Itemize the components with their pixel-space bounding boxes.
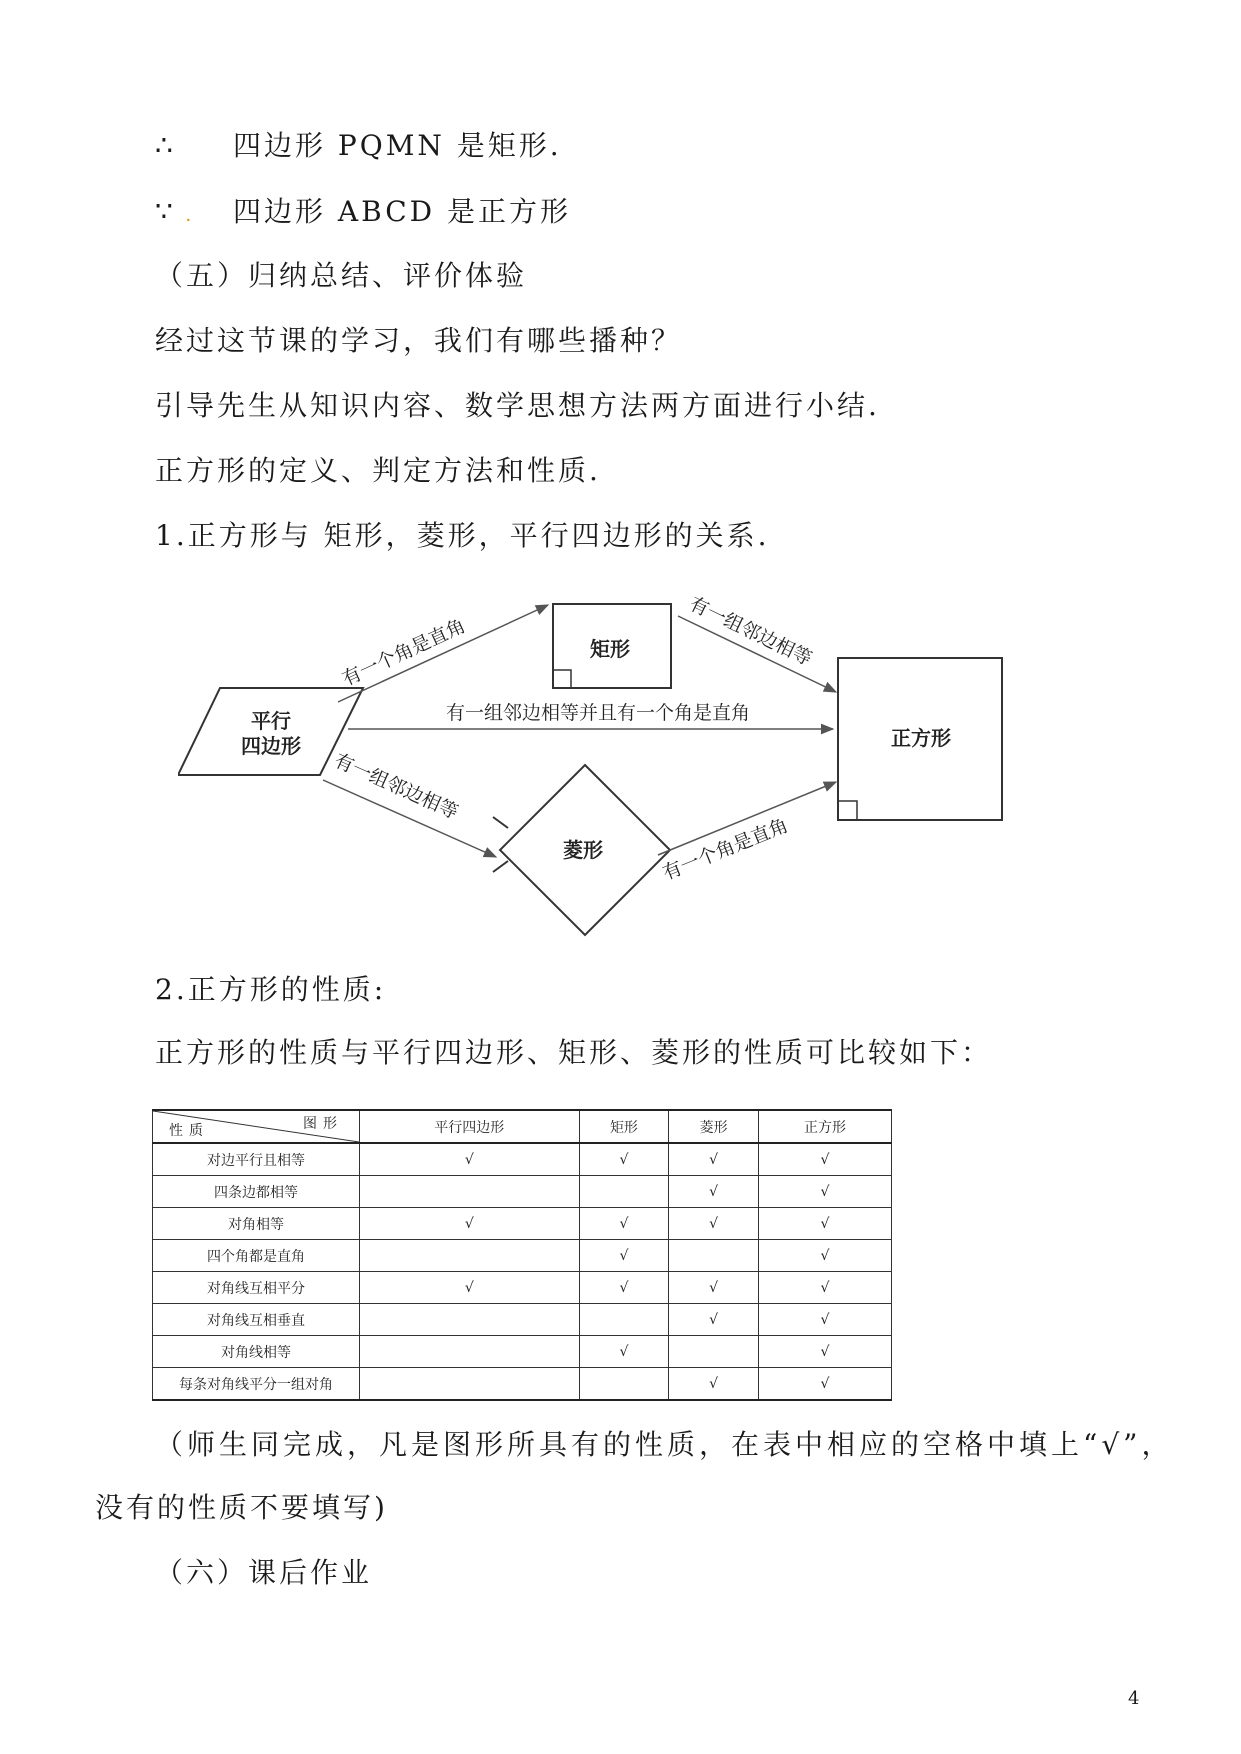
arrow-top-right-label: 有一组邻边相等 <box>685 592 816 671</box>
check-cell: √ <box>758 1368 891 1401</box>
arrow-middle-label: 有一组邻边相等并且有一个角是直角 <box>445 702 751 724</box>
property-label: 对角线互相垂直 <box>153 1304 360 1336</box>
check-cell <box>669 1240 759 1272</box>
therefore-symbol: ∴ <box>155 129 176 162</box>
check-cell <box>579 1368 669 1401</box>
instruction-line-2: 没有的性质不要填写) <box>95 1491 388 1524</box>
check-cell <box>360 1368 580 1401</box>
property-label: 每条对角线平分一组对角 <box>153 1368 360 1401</box>
table-row <box>153 1240 892 1272</box>
relationship-diagram <box>178 590 1058 940</box>
paragraph-question: 经过这节课的学习，我们有哪些播种？ <box>155 324 683 357</box>
because-line <box>155 194 571 232</box>
check-cell: √ <box>758 1176 891 1208</box>
rectangle-right-angle-mark <box>553 670 571 688</box>
conclusion-line <box>155 128 562 164</box>
paragraph-definition: 正方形的定义、判定方法和性质. <box>155 454 601 487</box>
section-6-heading: （六）课后作业 <box>155 1556 373 1589</box>
check-cell: √ <box>669 1368 759 1401</box>
conclusion-text: 四边形 PQMN 是矩形. <box>233 129 562 162</box>
rhombus-label: 菱形 <box>563 838 603 862</box>
corner-top-label: 图形 <box>303 1116 343 1132</box>
check-cell <box>579 1304 669 1336</box>
properties-table <box>152 1109 892 1401</box>
comparison-intro: 正方形的性质与平行四边形、矩形、菱形的性质可比较如下： <box>155 1036 993 1069</box>
table-row <box>153 1143 892 1176</box>
check-cell: √ <box>579 1143 669 1176</box>
arrow-parallelogram-to-rectangle <box>338 605 548 702</box>
square-label: 正方形 <box>891 726 951 750</box>
arrow-top-label: 有一个角是直角 <box>338 614 469 691</box>
column-header: 正方形 <box>758 1110 891 1143</box>
check-cell: √ <box>579 1336 669 1368</box>
item-1-heading: 1.正方形与 矩形，菱形，平行四边形的关系. <box>155 519 770 552</box>
table-body <box>153 1143 892 1400</box>
check-cell: √ <box>360 1143 580 1176</box>
check-cell <box>360 1336 580 1368</box>
table-row <box>153 1272 892 1304</box>
because-symbol: ∵ . <box>155 195 195 228</box>
column-header: 菱形 <box>669 1110 759 1143</box>
rhombus-tick-1 <box>493 817 508 828</box>
table-row <box>153 1368 892 1401</box>
section-5-heading: （五）归纳总结、评价体验 <box>155 259 528 292</box>
property-label: 对角相等 <box>153 1208 360 1240</box>
corner-bottom-label: 性质 <box>169 1123 209 1139</box>
check-cell: √ <box>579 1240 669 1272</box>
check-cell: √ <box>758 1304 891 1336</box>
check-cell: √ <box>360 1208 580 1240</box>
parallelogram-label-2: 四边形 <box>241 734 301 758</box>
check-cell: √ <box>669 1143 759 1176</box>
table-corner-cell <box>153 1110 360 1143</box>
table-row <box>153 1208 892 1240</box>
paragraph-guide: 引导先生从知识内容、数学思想方法两方面进行小结. <box>155 389 880 422</box>
check-cell <box>360 1240 580 1272</box>
because-text: 四边形 ABCD 是正方形 <box>233 195 571 228</box>
parallelogram-label-1: 平行 <box>251 709 291 733</box>
check-cell <box>669 1336 759 1368</box>
check-cell <box>360 1176 580 1208</box>
check-cell: √ <box>669 1176 759 1208</box>
column-header: 平行四边形 <box>360 1110 580 1143</box>
page-number: 4 <box>1128 1688 1140 1709</box>
check-cell: √ <box>669 1304 759 1336</box>
check-cell: √ <box>360 1272 580 1304</box>
arrow-bottom-left-label: 有一组邻边相等 <box>330 749 462 824</box>
check-cell: √ <box>758 1272 891 1304</box>
property-label: 对角线相等 <box>153 1336 360 1368</box>
check-cell: √ <box>758 1208 891 1240</box>
check-cell: √ <box>669 1272 759 1304</box>
property-label: 对角线互相平分 <box>153 1272 360 1304</box>
rhombus-tick-2 <box>493 861 508 872</box>
item-2-heading: 2.正方形的性质: <box>155 973 387 1006</box>
rectangle-label: 矩形 <box>590 637 630 661</box>
arrow-bottom-right-label: 有一个角是直角 <box>659 814 792 885</box>
check-cell: √ <box>758 1336 891 1368</box>
property-label: 四条边都相等 <box>153 1176 360 1208</box>
check-cell: √ <box>758 1143 891 1176</box>
table-row <box>153 1304 892 1336</box>
column-header: 矩形 <box>579 1110 669 1143</box>
check-cell <box>579 1176 669 1208</box>
instruction-line-1: （师生同完成，凡是图形所具有的性质，在表中相应的空格中填上“√”， <box>155 1428 1174 1461</box>
check-cell <box>360 1304 580 1336</box>
table-row <box>153 1336 892 1368</box>
square-right-angle-mark <box>838 801 857 820</box>
table-header-row <box>153 1110 892 1143</box>
check-cell: √ <box>579 1272 669 1304</box>
table-row <box>153 1176 892 1208</box>
check-cell: √ <box>758 1240 891 1272</box>
property-label: 四个角都是直角 <box>153 1240 360 1272</box>
property-label: 对边平行且相等 <box>153 1143 360 1176</box>
check-cell: √ <box>579 1208 669 1240</box>
check-cell: √ <box>669 1208 759 1240</box>
